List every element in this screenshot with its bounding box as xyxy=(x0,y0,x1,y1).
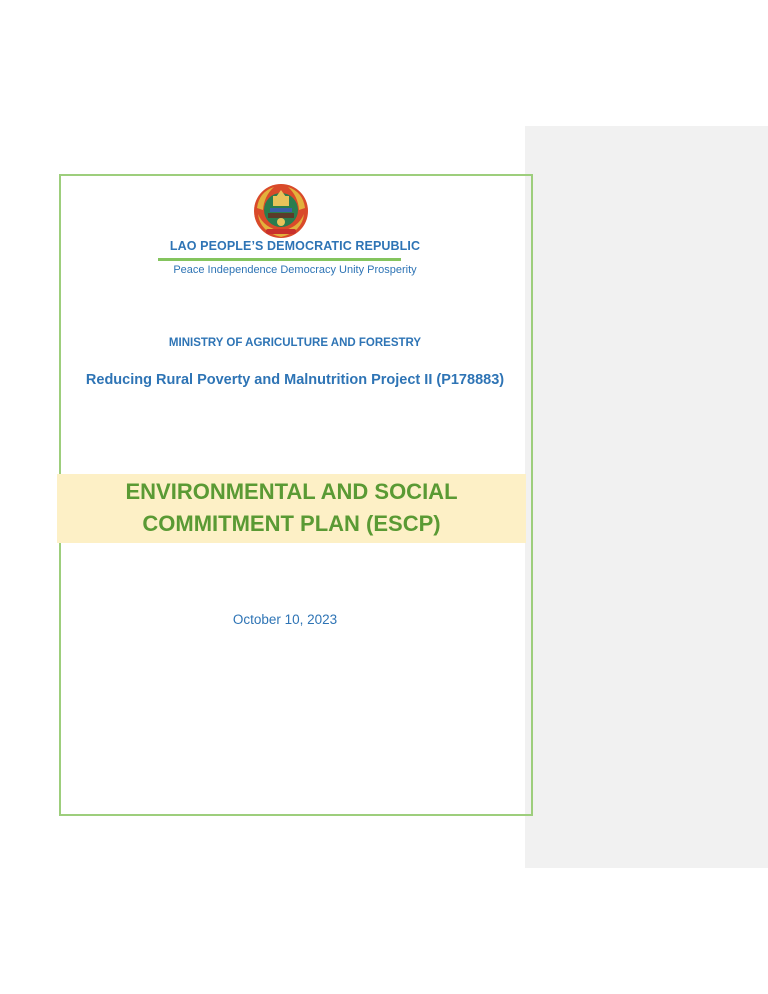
country-underline xyxy=(158,258,401,261)
project-title: Reducing Rural Poverty and Malnutrition Project II (P178883) xyxy=(85,372,505,388)
document-date: October 10, 2023 xyxy=(232,612,338,627)
document-title xyxy=(57,476,526,540)
ministry-name: MINISTRY OF AGRICULTURE AND FORESTRY xyxy=(168,337,422,349)
document-title-line-1: ENVIRONMENTAL AND SOCIAL xyxy=(125,479,458,504)
comment-pane xyxy=(525,126,768,868)
lao-national-emblem-icon xyxy=(252,182,310,240)
document-title-line-2: COMMITMENT PLAN (ESCP) xyxy=(142,511,441,536)
country-name: LAO PEOPLE’S DEMOCRATIC REPUBLIC xyxy=(169,239,421,253)
national-motto: Peace Independence Democracy Unity Prosperity xyxy=(173,264,417,276)
